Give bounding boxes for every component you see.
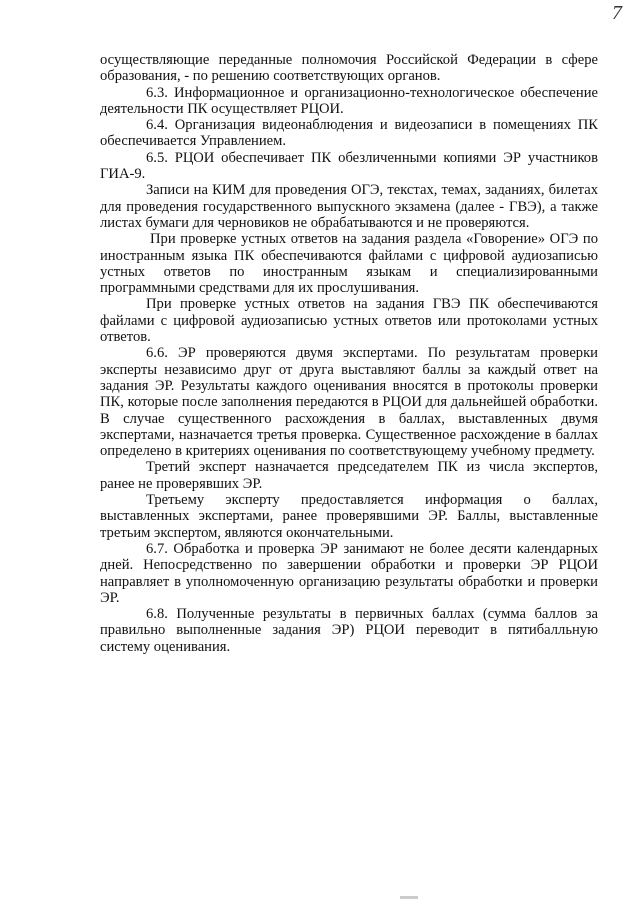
paragraph-6-7: 6.7. Обработка и проверка ЭР занимают не более десяти календарных дней. Непосредственно по завершении обработки и проверки ЭР РЦОИ направляет в уполномоченную организацию результаты обработки и проверки ЭР. [100, 540, 598, 606]
paragraph-6-5: 6.5. РЦОИ обеспечивает ПК обезличенными копиями ЭР участников ГИА-9. [100, 149, 598, 183]
paragraph-third-expert: Третий эксперт назначается председателем ПК из числа экспертов, ранее не проверявших ЭР. [100, 459, 598, 492]
paragraph-speaking-oge: При проверке устных ответов на задания раздела «Говорение» ОГЭ по иностранным языка ПК обеспечиваются файлами с цифровой аудиозаписью устных ответов по иностранным языкам и специализированными программными средствами для их прослушивания. [100, 231, 598, 297]
paragraph-kim-records: Записи на КИМ для проведения ОГЭ, текстах, темах, заданиях, билетах для проведения государственного выпускного экзамена (далее - ГВЭ), а также листах бумаги для черновиков не обрабатываются и не проверяются. [100, 182, 598, 231]
paragraph-third-expert-info: Третьему эксперту предоставляется информация о баллах, выставленных экспертами, ранее проверявшими ЭР. Баллы, выставленные третьим экспертом, являются окончательными. [100, 492, 598, 541]
paragraph-6-8: 6.8. Полученные результаты в первичных баллах (сумма баллов за правильно выполненные задания ЭР) РЦОИ переводит в пятибалльную систему оценивания. [100, 606, 598, 655]
document-body [100, 52, 598, 655]
paragraph-6-4: 6.4. Организация видеонаблюдения и видеозаписи в помещениях ПК обеспечивается Управлением. [100, 117, 598, 150]
paragraph-6-3: 6.3. Информационное и организационно-технологическое обеспечение деятельности ПК осуществляет РЦОИ. [100, 84, 598, 117]
paragraph-6-6: 6.6. ЭР проверяются двумя экспертами. По результатам проверки эксперты независимо друг от друга выставляют баллы за каждый ответ на задания ЭР. Результаты каждого оценивания вносятся в протоколы проверки ПК, которые после заполнения передаются в РЦОИ для дальнейшей обработки. В случае существенного расхождения в баллах, выставленных двумя экспертами, назначается третья проверка. Существенное расхождение в баллах определено в критериях оценивания по соответствующему учебному предмету. [100, 345, 598, 460]
footer-scan-mark [400, 896, 418, 899]
page-number: 7 [612, 2, 622, 24]
paragraph-speaking-gve: При проверке устных ответов на задания ГВЭ ПК обеспечиваются файлами с цифровой аудиозаписью устных ответов или протоколами устных ответов. [100, 296, 598, 346]
paragraph-continuation: осуществляющие переданные полномочия Российской Федерации в сфере образования, - по решению соответствующих органов. [100, 52, 598, 85]
